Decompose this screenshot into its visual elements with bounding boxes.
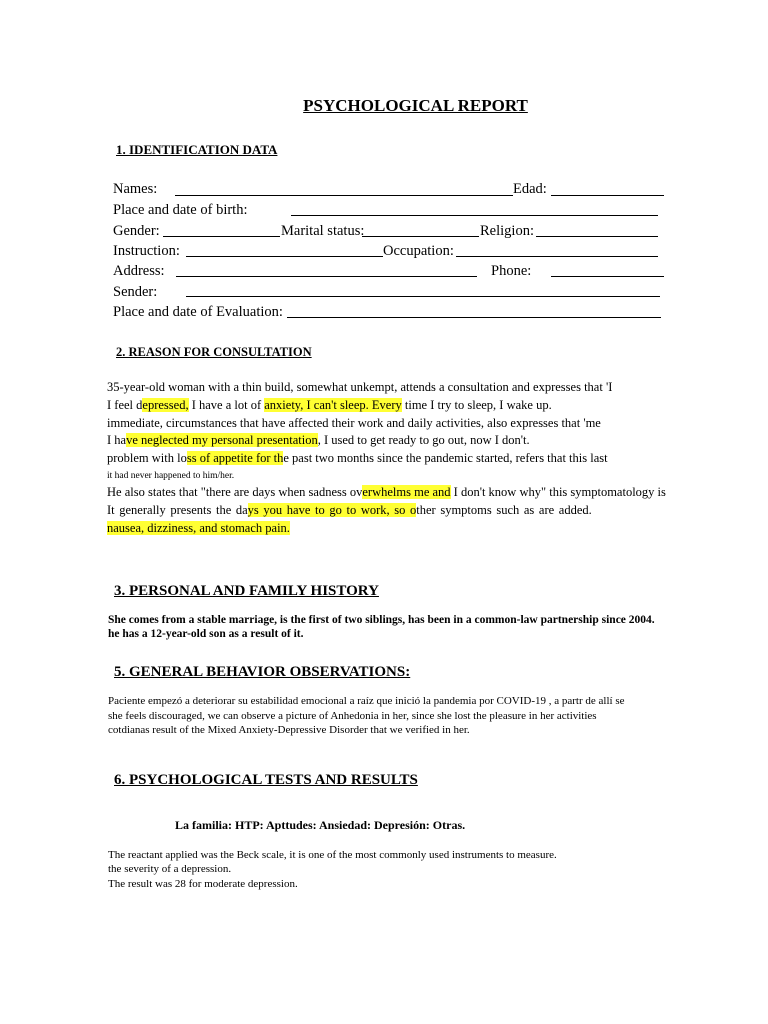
behavior-line: cotdianas result of the Mixed Anxiety-Depressive Disorder that we verified in her. <box>108 724 470 736</box>
section-identification-heading: 1. IDENTIFICATION DATA <box>116 142 278 157</box>
instruction-field-line <box>186 256 383 257</box>
reason-line: I have neglected my personal presentation, I used to get ready to go out, now I don't. <box>107 433 530 448</box>
birth-label: Place and date of birth: <box>113 202 248 218</box>
marital-field-line <box>362 236 479 237</box>
section-reason-heading: 2. REASON FOR CONSULTATION <box>116 345 312 359</box>
sender-field-line <box>186 296 660 297</box>
gender-label: Gender: <box>113 223 160 239</box>
reason-line: I feel depressed, I have a lot of anxiety, I can't sleep. Every time I try to sleep, I wake up. <box>107 397 552 412</box>
reason-line: He also states that "there are days when sadness overwhelms me and I don't know why" this symptomatology is <box>107 484 666 499</box>
behavior-line: she feels discouraged, we can observe a picture of Anhedonia in her, since she lost the pleasure in her activities <box>108 710 597 722</box>
edad-field-line <box>551 195 664 196</box>
tests-item-text: La familia: HTP: Apttudes: Ansiedad: Depresión: Otras. <box>175 818 466 832</box>
reason-line: problem with loss of appetite for the past two months since the pandemic started, refers that this last <box>107 451 608 466</box>
evaluation-label: Place and date of Evaluation: <box>113 304 283 320</box>
history-line: he has a 12-year-old son as a result of it. <box>108 628 304 640</box>
instruction-label: Instruction: <box>113 243 180 259</box>
reason-line: 35-year-old woman with a thin build, somewhat unkempt, attends a consultation and expresses that 'I <box>107 380 613 394</box>
address-label: Address: <box>113 263 165 279</box>
reason-line: It generally presents the days you have to go to work, so other symptoms such as are added. <box>107 502 592 517</box>
reason-paragraph <box>107 379 682 537</box>
reason-line: it had never happened to him/her. <box>107 470 235 481</box>
edad-label: Edad: <box>513 181 547 197</box>
tests-item <box>175 818 465 833</box>
religion-label: Religion: <box>480 223 534 239</box>
tests-line: The reactant applied was the Beck scale, it is one of the most commonly used instruments to measure. <box>108 849 557 861</box>
address-field-line <box>176 276 477 277</box>
reason-line: immediate, circumstances that have affected their work and daily activities, also expresses that 'me <box>107 415 601 430</box>
birth-field-line <box>291 215 658 216</box>
phone-field-line <box>551 276 664 277</box>
page-title: PSYCHOLOGICAL REPORT <box>303 96 528 115</box>
tests-line: The result was 28 for moderate depression. <box>108 878 298 890</box>
names-field-line <box>175 195 513 196</box>
names-label: Names: <box>113 181 158 197</box>
sender-label: Sender: <box>113 284 158 300</box>
religion-field-line <box>536 236 658 237</box>
section-tests-heading: 6. PSYCHOLOGICAL TESTS AND RESULTS <box>114 772 418 788</box>
phone-label: Phone: <box>491 263 532 279</box>
reason-line: nausea, dizziness, and stomach pain. <box>107 520 290 535</box>
history-line: She comes from a stable marriage, is the first of two siblings, has been in a common-law partnership since 2004. <box>108 614 655 626</box>
section-behavior-heading: 5. GENERAL BEHAVIOR OBSERVATIONS: <box>114 664 411 680</box>
occupation-label: Occupation: <box>383 243 454 259</box>
tests-line: the severity of a depression. <box>108 863 232 875</box>
marital-label: Marital status: <box>281 223 365 239</box>
section-history-heading: 3. PERSONAL AND FAMILY HISTORY <box>114 583 379 599</box>
evaluation-field-line <box>287 317 661 318</box>
occupation-field-line <box>456 256 658 257</box>
gender-field-line <box>163 236 280 237</box>
behavior-line: Paciente empezó a deteriorar su estabilidad emocional a raíz que inició la pandemia por COVID-19 , a partr de allí se <box>108 695 625 707</box>
